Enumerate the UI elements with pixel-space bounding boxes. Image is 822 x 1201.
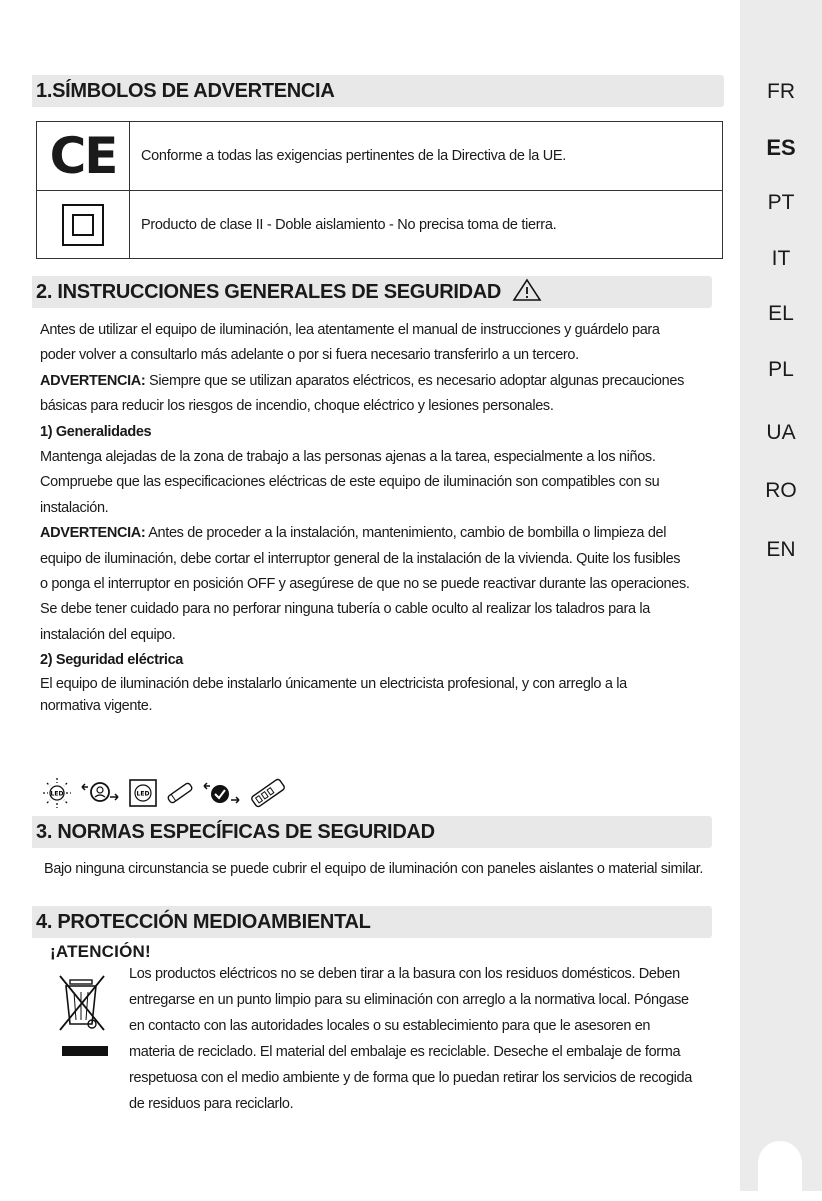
symbol-row-class2 xyxy=(37,190,722,259)
paragraph-line: El equipo de iluminación debe instalarlo únicamente un electricista profesional, y con arreglo a la xyxy=(40,676,627,693)
class2-description: Producto de clase II - Doble aislamiento - No precisa toma de tierra. xyxy=(141,217,557,233)
led-module-icon xyxy=(128,778,158,808)
led-label: LED xyxy=(50,790,64,798)
paragraph-line: de residuos para reciclarlo. xyxy=(129,1096,294,1112)
warning-triangle-icon xyxy=(512,278,542,302)
paragraph-line: o ponga el interruptor en posición OFF y asegúrese de que no se puede reactivar durante las operaciones. xyxy=(40,575,690,592)
specific-safety-body xyxy=(44,857,724,882)
paragraph-line: en contacto con las autoridades locales o su establecimiento para que le asesoren en xyxy=(129,1018,651,1034)
environment-body xyxy=(129,961,719,1117)
attention-heading: ¡ATENCIÓN! xyxy=(50,942,151,961)
ce-description: Conforme a todas las exigencias pertinentes de la Directiva de la UE. xyxy=(141,148,567,164)
warning-text: Siempre que se utilizan aparatos eléctricos, es necesario adoptar algunas precauciones xyxy=(145,372,684,389)
lang-tab-pl[interactable]: PL xyxy=(768,358,794,381)
paragraph-line: instalación. xyxy=(40,499,109,516)
class2-cell xyxy=(37,191,130,259)
weee-symbol xyxy=(54,974,114,1069)
subheading-general: 1) Generalidades xyxy=(40,423,152,440)
led-label: LED xyxy=(136,790,150,798)
section-title-general-safety-text: 2. INSTRUCCIONES GENERALES DE SEGURIDAD xyxy=(36,281,502,303)
section-title-specific-safety: 3. NORMAS ESPECÍFICAS DE SEGURIDAD xyxy=(32,816,712,848)
page-number-tab xyxy=(758,1141,802,1201)
paragraph-line: materia de reciclado. El material del embalaje es reciclable. Deseche el embalaje de forma xyxy=(129,1044,681,1060)
section-title-environment: 4. PROTECCIÓN MEDIOAMBIENTAL xyxy=(32,906,712,938)
battery-tube-icon xyxy=(248,778,288,808)
lang-tab-ua[interactable]: UA xyxy=(766,421,796,444)
led-bulb-icon xyxy=(42,777,72,809)
tube-lamp-icon xyxy=(164,778,196,808)
paragraph-line: básicas para reducir los riesgos de incendio, choque eléctrico y lesiones personales. xyxy=(40,398,554,415)
lang-tab-el[interactable]: EL xyxy=(768,302,794,325)
crossed-bin-icon xyxy=(54,974,114,1064)
lang-tab-it[interactable]: IT xyxy=(771,247,791,270)
language-sidebar xyxy=(740,0,822,1191)
paragraph-line: normativa vigente. xyxy=(40,698,153,715)
paragraph-line: Compruebe que las especificaciones eléctricas de este equipo de iluminación son compatibles con su xyxy=(40,474,660,491)
symbol-row-ce xyxy=(37,122,722,190)
warning-label: ADVERTENCIA: xyxy=(40,525,146,542)
lang-tab-en[interactable]: EN xyxy=(766,538,796,561)
paragraph-line: equipo de iluminación, debe cortar el interruptor general de la instalación de la vivienda. Quite los fusibles xyxy=(40,550,681,567)
replaceable-check-icon xyxy=(202,778,242,808)
general-safety-body xyxy=(40,318,720,717)
paragraph-line: entregarse en un punto limpio para su eliminación con arreglo a la normativa local. Póngase xyxy=(129,992,689,1008)
ce-mark-icon: CE xyxy=(49,127,117,185)
paragraph-line: Los productos eléctricos no se deben tirar a la basura con los residuos domésticos. Deben xyxy=(129,966,680,982)
paragraph-line: Bajo ninguna circunstancia se puede cubrir el equipo de iluminación con paneles aislantes o material similar. xyxy=(44,861,704,877)
warning-label: ADVERTENCIA: xyxy=(40,372,146,389)
section-title-symbols: 1.SÍMBOLOS DE ADVERTENCIA xyxy=(32,75,724,107)
lang-tab-ro[interactable]: RO xyxy=(765,479,797,502)
lamp-icons-strip xyxy=(42,775,288,811)
paragraph-line: instalación del equipo. xyxy=(40,626,176,643)
bulb-replace-icon xyxy=(78,777,122,809)
warning-line xyxy=(40,369,720,394)
symbols-table xyxy=(36,121,723,259)
subheading-electrical: 2) Seguridad eléctrica xyxy=(40,652,183,669)
paragraph-line: Antes de utilizar el equipo de iluminación, lea atentamente el manual de instrucciones y guárdelo para xyxy=(40,322,660,338)
lang-tab-fr[interactable]: FR xyxy=(767,80,795,103)
lang-tab-pt[interactable]: PT xyxy=(767,191,795,214)
warning-line xyxy=(40,521,720,546)
ce-mark-cell xyxy=(37,122,130,190)
paragraph-line: Mantenga alejadas de la zona de trabajo a las personas ajenas a la tarea, especialmente a los niños. xyxy=(40,448,656,465)
lang-tab-es[interactable]: ES xyxy=(766,135,796,160)
paragraph-line: respetuosa con el medio ambiente y de forma que lo puedan retirar los servicios de recogida xyxy=(129,1070,692,1086)
warning-text: Antes de proceder a la instalación, mantenimiento, cambio de bombilla o limpieza del xyxy=(145,525,667,542)
section-title-general-safety xyxy=(32,276,712,308)
paragraph-line: poder volver a consultarlo más adelante o por si fuera necesario transferirlo a un tercero. xyxy=(40,347,579,364)
double-insulation-icon xyxy=(61,203,105,247)
paragraph-line: Se debe tener cuidado para no perforar ninguna tubería o cable oculto al realizar los taladros para la xyxy=(40,601,650,618)
